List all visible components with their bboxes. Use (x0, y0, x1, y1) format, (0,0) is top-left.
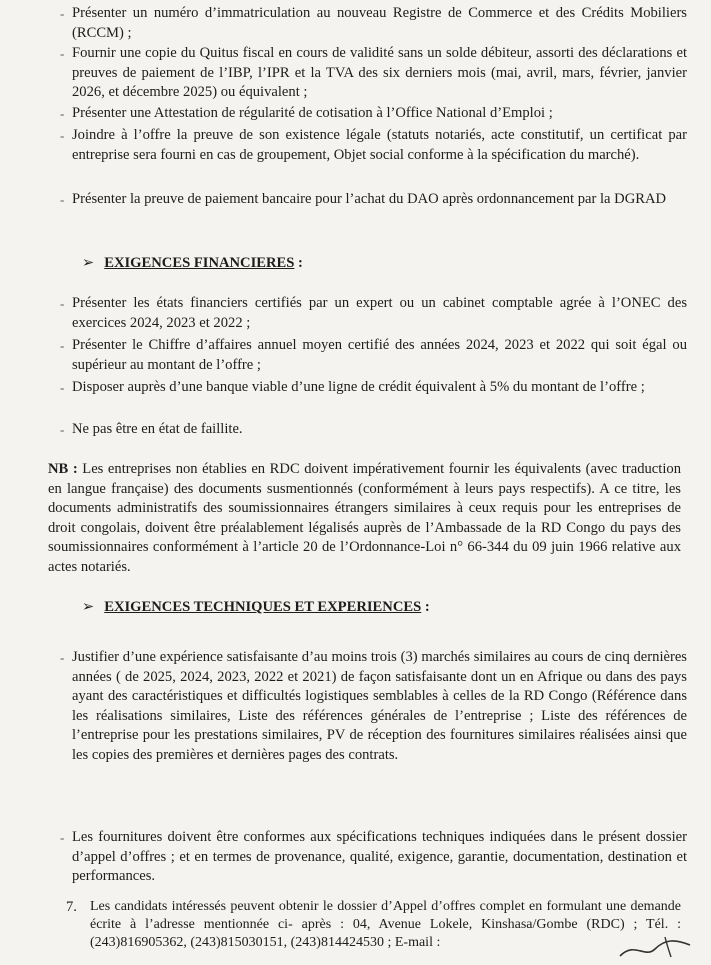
bullet-dash: - (60, 650, 65, 665)
signature-mark (615, 931, 695, 961)
list-item-text: Les fournitures doivent être conformes aux spécifications techniques indiquées dans le présent dossier d’appel d’offres ; et en termes de provenance, qualité, exigence, garantie, documentation, destination et performances. (72, 829, 687, 885)
bullet-dash: - (60, 46, 65, 61)
arrow-bullet-icon: ➢ (82, 255, 95, 271)
bullet-dash: - (60, 296, 65, 311)
section-title: EXIGENCES FINANCIERES (104, 255, 295, 271)
list-item-text: Fournir une copie du Quitus fiscal en cours de validité sans un solde débiteur, assorti des déclarations et preuves de paiement de l’IBP, l’IPR et la TVA des six derniers mois (mai, avril, mars, février, janvier 2026, et décembre 2025) ou équivalent ; (72, 45, 687, 101)
nb-label: NB : (48, 461, 78, 477)
list-item (60, 378, 687, 398)
list-item-text: Présenter la preuve de paiement bancaire pour l’achat du DAO après ordonnancement par la DGRAD (72, 191, 667, 207)
bullet-dash: - (60, 106, 65, 121)
section-title-suffix: : (294, 255, 303, 271)
list-item-text: Présenter les états financiers certifiés par un expert ou un cabinet comptable agrée à l’ONEC des exercices 2024, 2023 et 2022 ; (72, 295, 687, 331)
list-item (60, 294, 687, 333)
section-heading-technical (82, 598, 430, 618)
list-item (60, 190, 687, 210)
section-title: EXIGENCES TECHNIQUES ET EXPERIENCES (104, 599, 422, 615)
bullet-dash: - (60, 6, 65, 21)
bullet-dash: - (60, 380, 65, 395)
nb-paragraph (48, 460, 681, 578)
section-heading-financial (82, 254, 303, 274)
list-item (60, 4, 687, 43)
section-title-suffix: : (421, 599, 430, 615)
bullet-dash: - (60, 830, 65, 845)
bullet-dash: - (60, 338, 65, 353)
list-item (60, 126, 687, 165)
bullet-dash: - (60, 192, 65, 207)
list-item (60, 104, 687, 124)
bullet-dash: - (60, 128, 65, 143)
list-item-text: Présenter le Chiffre d’affaires annuel moyen certifié des années 2024, 2023 et 2022 qui soit égal ou supérieur au montant de l’offre ; (72, 337, 687, 373)
list-item-text: Joindre à l’offre la preuve de son existence légale (statuts notariés, acte constitutif, un certificat par entreprise sera fourni en cas de groupement, Objet social conforme à la spécification du marché). (72, 127, 687, 163)
bullet-dash: - (60, 422, 65, 437)
list-item-text: Présenter une Attestation de régularité de cotisation à l’Office National d’Emploi ; (72, 105, 553, 121)
nb-text: Les entreprises non établies en RDC doivent impérativement fournir les équivalents (avec traduction en langue française) des documents susmentionnés (conformément à leurs pays respectifs). A ce titre, les documents administratifs des soumissionnaires étrangers similaires à ceux requis pour les entreprises de droit congolais, doivent être préalablement légalisés auprès de l’Ambassade de la RD Congo du pays des soumissionnaires conformément à l’article 20 de l’Ordonnance-Loi n° 66-344 du 09 juin 1966 relative aux actes notariés. (48, 461, 681, 575)
list-item (60, 420, 687, 440)
list-item-text: Présenter un numéro d’immatriculation au nouveau Registre de Commerce et des Crédits Mobiliers (RCCM) ; (72, 5, 687, 41)
numbered-paragraph: Les candidats intéressés peuvent obtenir le dossier d’Appel d’offres complet en formulant une demande écrite à l’adresse mentionnée ci- après : 04, Avenue Lokele, Kinshasa/Gombe (RDC) ; Tél. : (243)816905362, (243)815030151, (243)814424530 ; E-mail : (90, 899, 681, 950)
list-item-text: Disposer auprès d’une banque viable d’une ligne de crédit équivalent à 5% du montant de l’offre ; (72, 379, 645, 395)
list-item (60, 336, 687, 375)
list-item (60, 828, 687, 887)
list-item-text: Ne pas être en état de faillite. (72, 421, 243, 437)
list-item-text: Justifier d’une expérience satisfaisante d’au moins trois (3) marchés similaires au cours de cinq dernières années ( de 2025, 2024, 2023, 2022 et 2021) de façon satisfaisante dont un en Afrique ou dans des pays ayant des caractéristiques et difficultés logistiques semblables à celles de la RD Congo (Référence dans les réalisations similaires, Liste des références générales de l’entreprise ; Liste des références de l’entreprise pour les prestations similaires, PV de réception des fournitures similaires réalisées ainsi que les copies des premières et dernières pages des contrats. (72, 649, 687, 763)
list-item (60, 648, 687, 766)
item-number: 7. (66, 899, 77, 915)
arrow-bullet-icon: ➢ (82, 599, 95, 615)
list-item (60, 44, 687, 103)
